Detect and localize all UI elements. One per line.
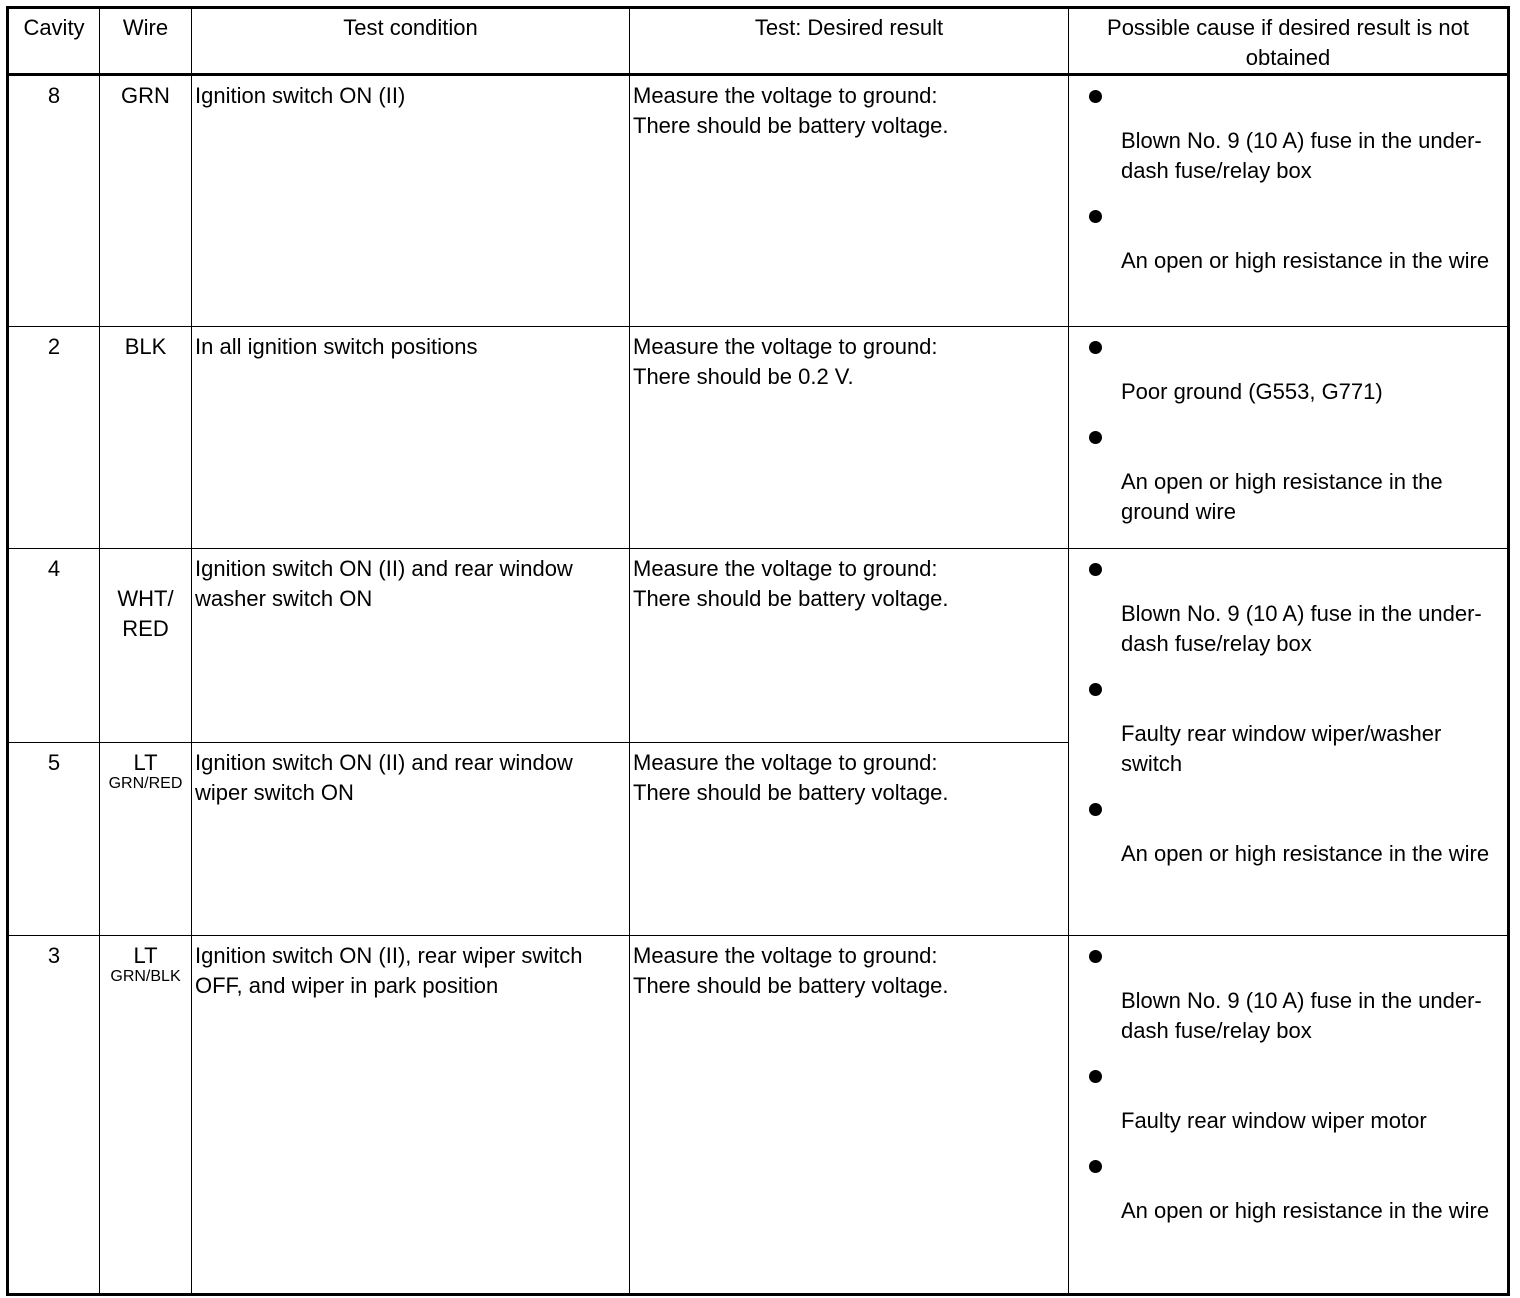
cause-item: [1069, 941, 1507, 1046]
result-cell: Measure the voltage to ground: There should be battery voltage.: [630, 549, 1069, 743]
wire-color: BLK: [124, 334, 167, 359]
bullet-icon: [1089, 1070, 1102, 1083]
result-cell: Measure the voltage to ground: There should be battery voltage.: [630, 743, 1069, 936]
bullet-icon: [1089, 210, 1102, 223]
cause-list: [1069, 936, 1507, 1226]
header-row: [8, 8, 1509, 75]
cause-list: [1069, 327, 1507, 527]
cause-text: Faulty rear window wiper/washer switch: [1121, 721, 1442, 776]
table-row: [8, 549, 1509, 743]
bullet-icon: [1089, 683, 1102, 696]
cavity-cell: 2: [8, 327, 100, 549]
condition-cell: Ignition switch ON (II), rear wiper switch OFF, and wiper in park position: [192, 936, 630, 1295]
wire-color-sub: GRN/RED: [108, 775, 183, 792]
cavity-cell: 8: [8, 75, 100, 327]
header-desired-result: Test: Desired result: [630, 8, 1069, 75]
connector-test-table: [6, 6, 1510, 1296]
cause-cell: [1069, 327, 1509, 549]
cause-text: Poor ground (G553, G771): [1121, 379, 1383, 404]
cause-item: [1069, 794, 1507, 869]
wire-cell: [100, 549, 192, 743]
cause-text: Blown No. 9 (10 A) fuse in the under-dash fuse/relay box: [1121, 601, 1482, 656]
wire-color: LT: [133, 750, 158, 775]
condition-cell: In all ignition switch positions: [192, 327, 630, 549]
header-possible-cause: Possible cause if desired result is not obtained: [1069, 8, 1509, 75]
bullet-icon: [1089, 431, 1102, 444]
cavity-cell: 3: [8, 936, 100, 1295]
cause-item: [1069, 201, 1507, 276]
cause-cell: [1069, 75, 1509, 327]
cause-text: An open or high resistance in the wire: [1121, 841, 1490, 866]
wire-cell: [100, 75, 192, 327]
condition-cell: Ignition switch ON (II) and rear window washer switch ON: [192, 549, 630, 743]
cavity-cell: 4: [8, 549, 100, 743]
table-row: [8, 936, 1509, 1295]
header-cavity: Cavity: [8, 8, 100, 75]
cause-cell: [1069, 936, 1509, 1295]
wire-color: WHT/ RED: [117, 586, 174, 641]
wire-color-sub: GRN/BLK: [110, 968, 181, 985]
result-cell: Measure the voltage to ground: There should be battery voltage.: [630, 936, 1069, 1295]
cause-list: [1069, 76, 1507, 276]
cause-item: [1069, 554, 1507, 659]
wire-cell: [100, 327, 192, 549]
result-cell: Measure the voltage to ground: There should be battery voltage.: [630, 75, 1069, 327]
wire-color: GRN: [121, 83, 170, 108]
result-cell: Measure the voltage to ground: There should be 0.2 V.: [630, 327, 1069, 549]
bullet-icon: [1089, 1160, 1102, 1173]
cause-text: Blown No. 9 (10 A) fuse in the under-dash fuse/relay box: [1121, 128, 1482, 183]
cause-item: [1069, 1151, 1507, 1226]
table-row: [8, 327, 1509, 549]
cause-text: An open or high resistance in the wire: [1121, 248, 1490, 273]
cause-item: [1069, 81, 1507, 186]
bullet-icon: [1089, 341, 1102, 354]
condition-cell: Ignition switch ON (II): [192, 75, 630, 327]
cause-text: An open or high resistance in the ground wire: [1121, 469, 1443, 524]
wire-color: LT: [133, 943, 158, 968]
cause-item: [1069, 674, 1507, 779]
condition-cell: Ignition switch ON (II) and rear window wiper switch ON: [192, 743, 630, 936]
cause-text: An open or high resistance in the wire: [1121, 1198, 1490, 1223]
cavity-cell: 5: [8, 743, 100, 936]
bullet-icon: [1089, 563, 1102, 576]
bullet-icon: [1089, 950, 1102, 963]
wire-cell: [100, 936, 192, 1295]
wire-cell: [100, 743, 192, 936]
header-test-condition: Test condition: [192, 8, 630, 75]
cause-item: [1069, 332, 1507, 407]
bullet-icon: [1089, 90, 1102, 103]
cause-list: [1069, 549, 1507, 869]
bullet-icon: [1089, 803, 1102, 816]
cause-text: Blown No. 9 (10 A) fuse in the under-dash fuse/relay box: [1121, 988, 1482, 1043]
cause-item: [1069, 422, 1507, 527]
cause-cell: [1069, 549, 1509, 936]
cause-text: Faulty rear window wiper motor: [1121, 1108, 1427, 1133]
table-row: [8, 75, 1509, 327]
header-wire: Wire: [100, 8, 192, 75]
cause-item: [1069, 1061, 1507, 1136]
